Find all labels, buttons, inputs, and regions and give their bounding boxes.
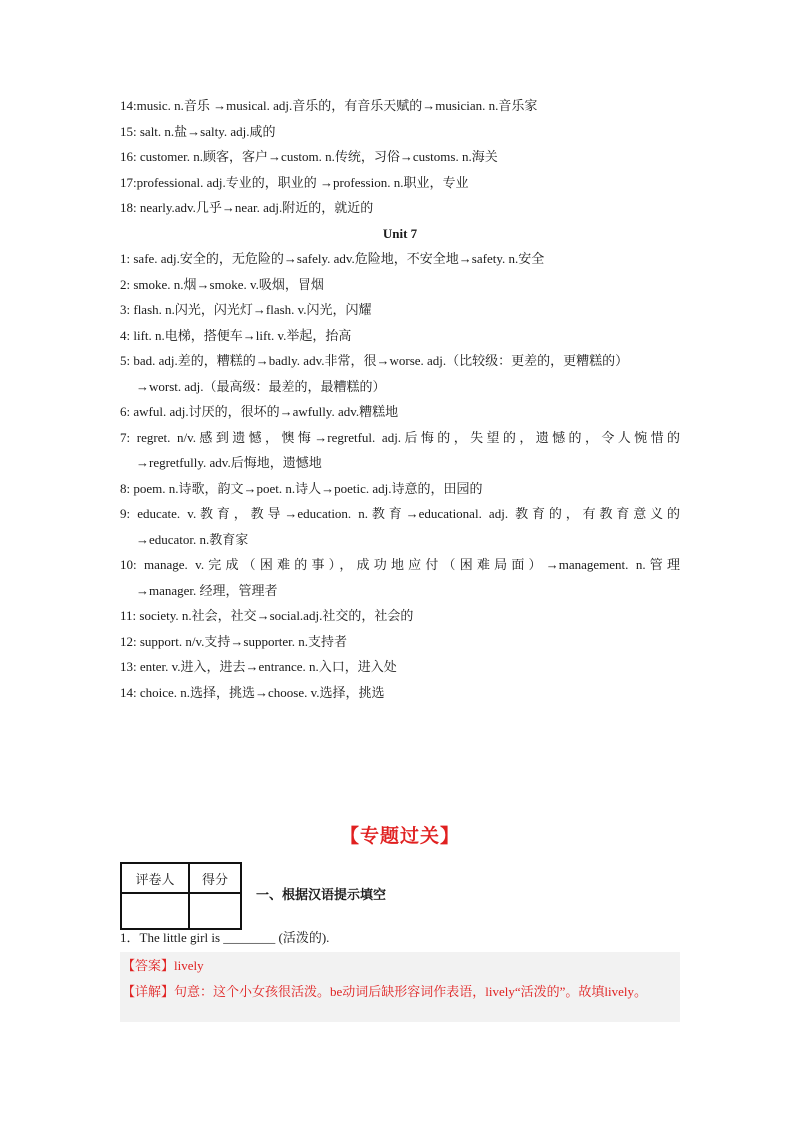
vocab-line: 17:professional. adj.专业的，职业的 →profession. n.职业，专业 <box>120 174 469 190</box>
unit-heading: Unit 7 <box>382 225 418 241</box>
vocab-line: 13: enter. v.进入，进去→entrance. n.入口，进入处 <box>120 659 397 674</box>
vocab-line: 15: salt. n.盐→salty. adj.咸的 <box>120 123 276 139</box>
answer-box <box>120 952 680 1022</box>
answer-line: 【答案】lively <box>122 958 204 973</box>
grader-cell <box>121 893 189 929</box>
vocab-line: 11: society. n.社会，社交→social.adj.社交的，社会的 <box>120 608 414 623</box>
vocab-line: 18: nearly.adv.几乎→near. adj.附近的，就近的 <box>120 200 374 215</box>
grader-label: 评卷人 <box>121 863 189 893</box>
vocab-line: 9: educate. v.教育，教导→education. n.教育→educational. adj. 教育的，有教育意义的 <box>120 506 680 521</box>
unit-6-vocabulary <box>120 93 680 221</box>
vocab-line-continuation: →regretfully. adv.后悔地，遗憾地 <box>136 455 322 470</box>
vocab-line: 7: regret. n/v.感到遗憾，懊悔→regretful. adj.后悔的，失望的，遗憾的，令人惋惜的 <box>120 429 680 445</box>
vocab-line: 3: flash. n.闪光，闪光灯→flash. v.闪光，闪耀 <box>120 302 372 317</box>
vocab-line: 14: choice. n.选择，挑选→choose. v.选择，挑选 <box>120 684 385 700</box>
vocab-line: 8: poem. n.诗歌，韵文→poet. n.诗人→poetic. adj.诗意的，田园的 <box>120 480 483 496</box>
score-cell <box>189 893 241 929</box>
vocab-line: 5: bad. adj.差的，糟糕的→badly. adv.非常，很→worse. adj.（比较级：更差的，更糟糕的） <box>120 353 629 368</box>
vocab-line: 14:music. n.音乐 →musical. adj.音乐的，有音乐天赋的→musician. n.音乐家 <box>120 98 538 113</box>
vocab-line: 4: lift. n.电梯，搭便车→lift. v.举起，抬高 <box>120 327 352 343</box>
vocab-line-continuation: →manager. 经理，管理者 <box>136 582 278 598</box>
vocab-line-continuation: →worst. adj.（最高级：最差的，最糟糕的） <box>136 378 386 394</box>
score-table <box>120 862 242 930</box>
score-label: 得分 <box>189 863 241 893</box>
vocab-line: 6: awful. adj.讨厌的，很坏的→awfully. adv.糟糕地 <box>120 404 399 419</box>
vocab-line: 12: support. n/v.支持→supporter. n.支持者 <box>120 633 348 649</box>
vocab-line: 10: manage. v.完成（困难的事），成功地应付（困难局面）→management. n.管理 <box>120 557 680 572</box>
question-1: 1．The little girl is ________ (活泼的). <box>120 930 330 945</box>
unit-7-vocabulary <box>120 246 680 705</box>
section-title: 【专题过关】 <box>339 825 460 847</box>
vocab-line-continuation: →educator. n.教育家 <box>136 531 249 547</box>
explanation-line: 【详解】句意：这个小女孩很活泼。be动词后缺形容词作表语，lively“活泼的”。故填lively。 <box>122 984 648 999</box>
vocab-line: 1: safe. adj.安全的，无危险的→safely. adv.危险地，不安全地→safety. n.安全 <box>120 251 545 266</box>
part-heading: 一、根据汉语提示填空 <box>256 888 387 903</box>
vocab-line: 16: customer. n.顾客，客户→custom. n.传统，习俗→customs. n.海关 <box>120 149 498 164</box>
vocab-line: 2: smoke. n.烟→smoke. v.吸烟，冒烟 <box>120 276 324 292</box>
vocabulary-list <box>120 93 680 705</box>
